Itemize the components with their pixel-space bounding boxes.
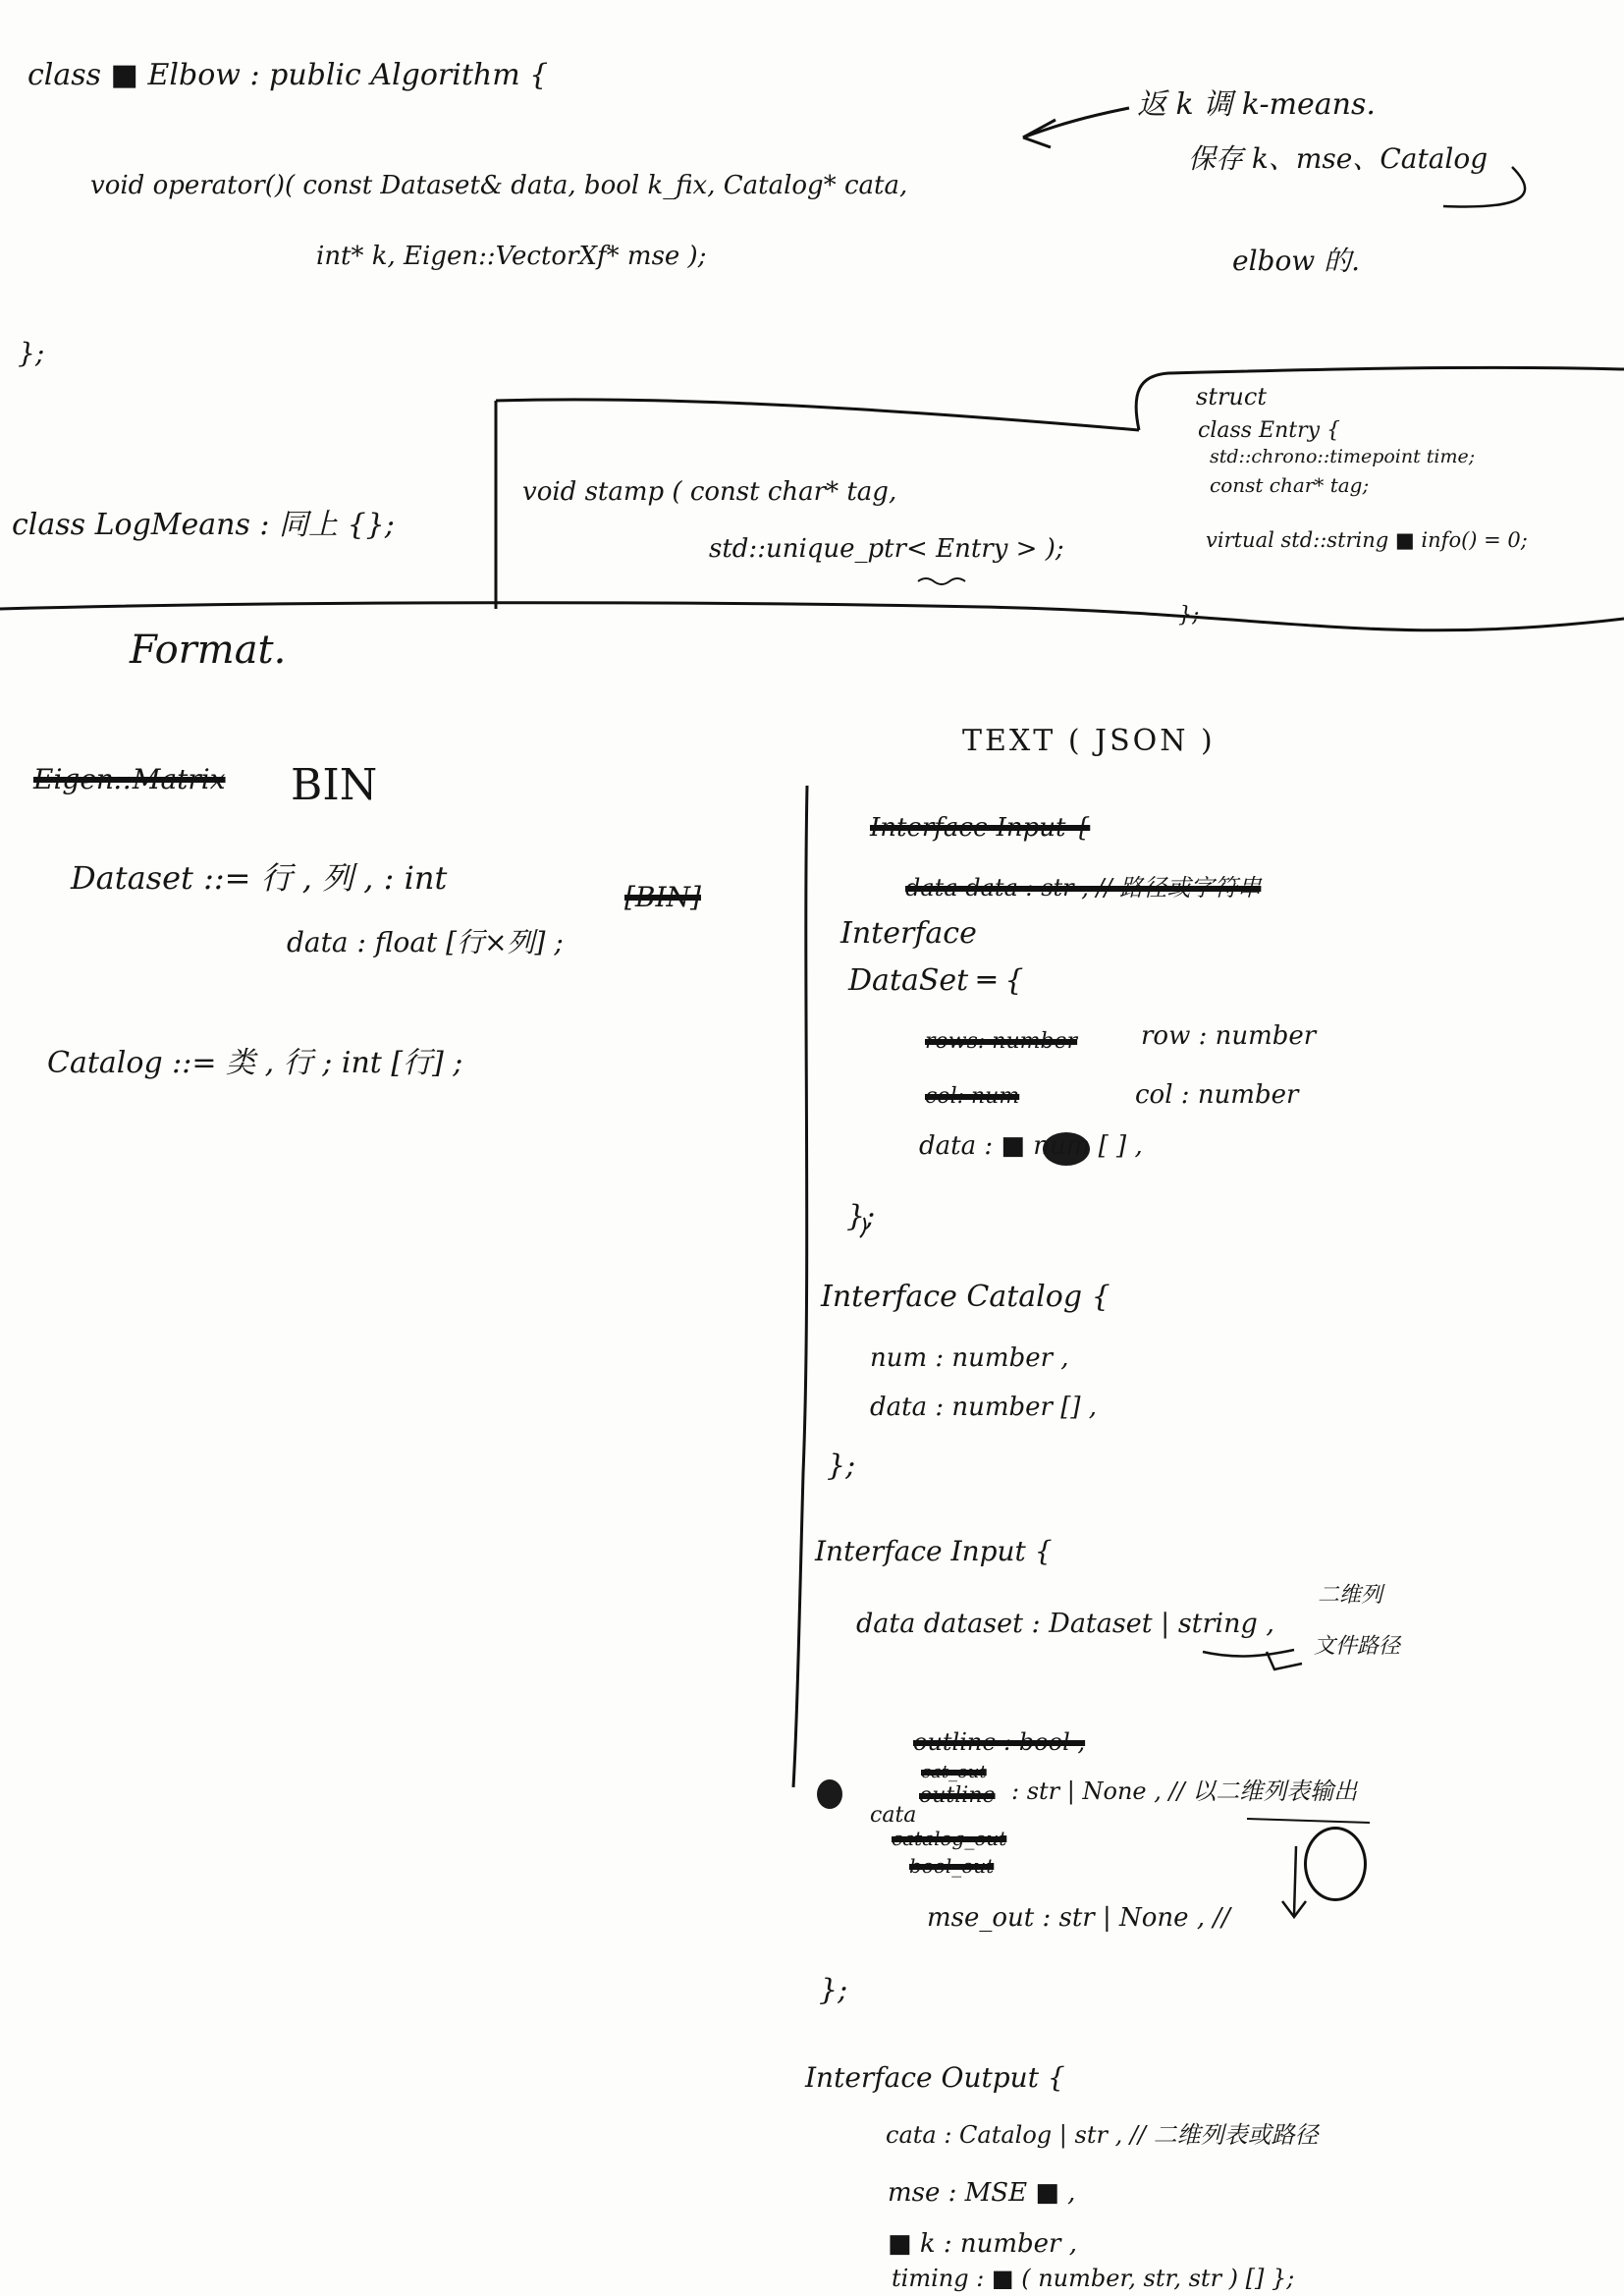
note-elbow-text: elbow 的. xyxy=(1232,245,1361,277)
format-title: Format. xyxy=(130,628,287,673)
cata-field: : str | None , // 以二维列表输出 xyxy=(1011,1777,1358,1805)
catalog-open: Interface Catalog { xyxy=(821,1280,1110,1314)
dataset-close: }; xyxy=(846,1199,876,1233)
row-field: row : number xyxy=(1141,1021,1317,1051)
operator-signature-cont: int* k, Eigen::VectorXf* mse ); xyxy=(316,242,707,271)
entry-decl: class Entry { xyxy=(1198,418,1341,443)
input-close: }; xyxy=(819,1973,848,2007)
cata-label: cata xyxy=(870,1803,917,1828)
col-old: col: num xyxy=(925,1084,1020,1109)
iface-label: Interface xyxy=(840,916,977,951)
cata-old-2: outline xyxy=(919,1783,996,1808)
class-elbow-line: class ■ Elbow : public Algorithm { xyxy=(27,58,549,92)
scribble-dot-icon xyxy=(817,1779,842,1809)
mse-out-field: mse_out : str | None , // xyxy=(927,1903,1230,1933)
class-close: }; xyxy=(18,337,45,369)
class-logmeans: class LogMeans : 同上 {}; xyxy=(12,508,395,542)
catalog-num: num : number , xyxy=(870,1343,1069,1373)
outline-old: outline : bool , xyxy=(913,1728,1086,1756)
dataset-open: DataSet ═ { xyxy=(848,963,1024,998)
catalog-def: Catalog ::= 类 , 行 ; int [行] ; xyxy=(47,1046,463,1080)
note-keep-text: 保存 k、mse、Catalog xyxy=(1188,142,1489,175)
entry-time: std::chrono::timepoint time; xyxy=(1210,446,1476,467)
dataset-field: data dataset : Dataset | string , xyxy=(856,1609,1274,1639)
entry-virtual: virtual std::string ■ info() = 0; xyxy=(1206,528,1528,552)
note-two-dim: 二维列 xyxy=(1318,1583,1383,1608)
operator-signature: void operator()( const Dataset& data, bool k_fix, Catalog* cata, xyxy=(90,171,908,200)
iface-input-old: Interface Input { xyxy=(870,813,1091,843)
bin-strike-old-2: [BIN] xyxy=(624,881,701,913)
text-json-title: TEXT ( JSON ) xyxy=(962,724,1216,758)
catalog-data: data : number [] , xyxy=(870,1393,1098,1422)
data-str-old: data data : str , // 路径或字符串 xyxy=(905,874,1262,902)
catalog-out-old: catalog_out xyxy=(892,1827,1007,1850)
output-cata: cata : Catalog | str , // 二维列表或路径 xyxy=(886,2121,1319,2149)
bool-out-old: bool_out xyxy=(909,1854,995,1878)
data-field: data : ■ num [ ] , xyxy=(919,1131,1143,1161)
struct-label: struct xyxy=(1196,383,1267,410)
note-arrow-text: 返 k 调 k-means. xyxy=(1137,87,1376,122)
output-mse: mse : MSE ■ , xyxy=(888,2178,1076,2208)
row-old: rows: number xyxy=(925,1029,1078,1054)
entry-tag: const char* tag; xyxy=(1210,473,1370,497)
unique-ptr-line: std::unique_ptr< Entry > ); xyxy=(709,534,1064,564)
output-timing: timing : ■ ( number, str, str ) [] }; xyxy=(892,2265,1295,2292)
note-path: 文件路径 xyxy=(1314,1634,1401,1659)
entry-close: }; xyxy=(1178,603,1200,628)
bin-label: BIN xyxy=(291,760,378,810)
col-field: col : number xyxy=(1135,1080,1299,1110)
output-k: ■ k : number , xyxy=(888,2229,1078,2259)
dataset-data: data : float [行×列] ; xyxy=(287,926,564,958)
catalog-close: }; xyxy=(827,1449,856,1483)
bin-strike-old: Eigen::Matrix xyxy=(33,763,226,795)
void-stamp: void stamp ( const char* tag, xyxy=(522,477,897,507)
cata-old-1: cat_out xyxy=(921,1762,987,1782)
input-open: Interface Input { xyxy=(815,1535,1053,1567)
dataset-def: Dataset ::= 行 , 列 , : int xyxy=(71,859,448,897)
scribble-circle-icon xyxy=(1304,1827,1367,1901)
output-open: Interface Output { xyxy=(805,2061,1065,2094)
